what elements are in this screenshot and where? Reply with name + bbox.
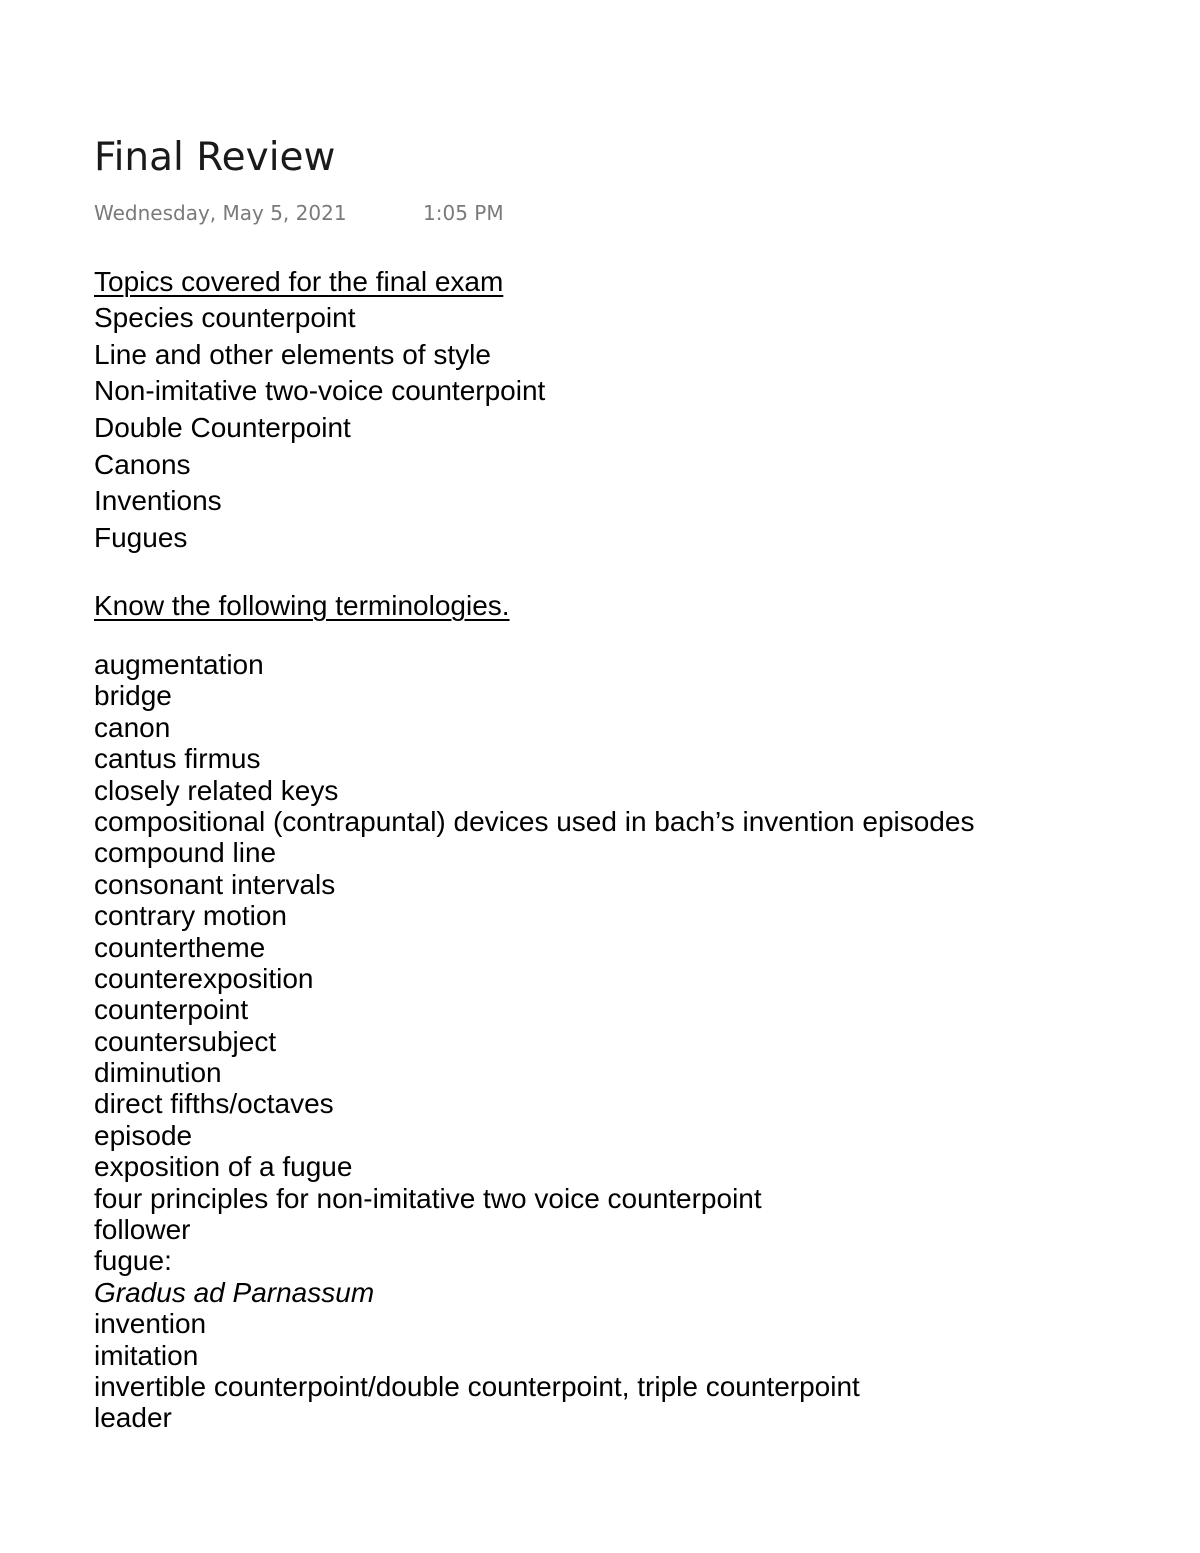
topics-heading: Topics covered for the final exam bbox=[94, 266, 504, 297]
term-item: exposition of a fugue bbox=[94, 1151, 353, 1183]
term-item: direct fifths/octaves bbox=[94, 1088, 334, 1120]
term-item: counterexposition bbox=[94, 962, 314, 994]
term-item: closely related keys bbox=[94, 774, 339, 806]
terms-heading: Know the following terminologies. bbox=[94, 590, 510, 621]
term-item: canon bbox=[94, 711, 171, 743]
term-item: invertible counterpoint/double counterpoint, triple counterpoint bbox=[94, 1370, 860, 1402]
topic-item: Inventions bbox=[94, 485, 222, 517]
term-item: fugue: bbox=[94, 1245, 172, 1277]
note-time: 1:05 PM bbox=[423, 201, 504, 225]
topic-item: Line and other elements of style bbox=[94, 338, 491, 370]
term-item: compound line bbox=[94, 837, 277, 869]
topic-item: Canons bbox=[94, 448, 191, 480]
term-item: follower bbox=[94, 1214, 191, 1246]
topic-item: Species counterpoint bbox=[94, 302, 356, 333]
term-item: augmentation bbox=[94, 649, 264, 680]
note-date: Wednesday, May 5, 2021 bbox=[94, 201, 347, 225]
term-item: diminution bbox=[94, 1057, 222, 1089]
terms-list bbox=[94, 649, 974, 1434]
topic-item: Non-imitative two-voice counterpoint bbox=[94, 375, 546, 407]
term-item: bridge bbox=[94, 680, 172, 712]
term-item: imitation bbox=[94, 1339, 199, 1371]
term-item: compositional (contrapuntal) devices used in bach’s invention episodes bbox=[94, 805, 975, 837]
term-item: invention bbox=[94, 1308, 207, 1340]
topic-item: Double Counterpoint bbox=[94, 412, 351, 444]
page-title: Final Review bbox=[94, 135, 336, 180]
term-item: four principles for non-imitative two voice counterpoint bbox=[94, 1182, 762, 1214]
term-item: counterpoint bbox=[94, 994, 249, 1026]
term-item: contrary motion bbox=[94, 900, 287, 932]
term-item: countersubject bbox=[94, 1025, 277, 1057]
topics-list bbox=[94, 300, 545, 557]
topic-item: Fugues bbox=[94, 522, 188, 554]
term-item: leader bbox=[94, 1402, 172, 1434]
term-item: countertheme bbox=[94, 931, 266, 963]
term-item: cantus firmus bbox=[94, 743, 261, 775]
term-item: episode bbox=[94, 1119, 193, 1151]
term-item: consonant intervals bbox=[94, 868, 336, 900]
term-item-italic: Gradus ad Parnassum bbox=[94, 1276, 375, 1308]
